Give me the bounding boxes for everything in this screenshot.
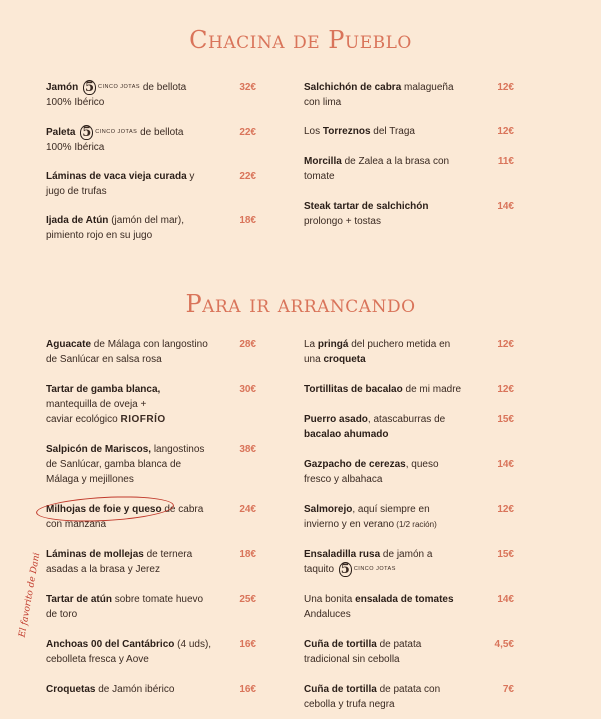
menu-item-description (304, 124, 486, 139)
menu-item-line (304, 126, 415, 137)
menu-item-line (46, 354, 162, 365)
menu-item-line (304, 504, 430, 515)
menu-item-price: 15€ (497, 414, 514, 425)
menu-item-line (46, 82, 186, 93)
menu-item (46, 213, 228, 243)
menu-item (46, 125, 228, 155)
menu-item-name: Morcilla (304, 156, 342, 167)
menu-item-detail: de Jamón ibérico (95, 684, 175, 695)
menu-item-line (46, 684, 174, 695)
menu-item-line (46, 339, 208, 350)
menu-item-detail: asadas a la brasa y Jerez (46, 564, 160, 575)
menu-item-description (304, 154, 486, 184)
menu-item-detail: 100% Ibérico (46, 97, 105, 109)
menu-item-name: ensalada de tomates (355, 594, 454, 605)
menu-item-detail: invierno y en verano (304, 519, 395, 530)
brand-name: CINCO JOTAS (95, 129, 138, 135)
menu-item-price: 11€ (497, 156, 514, 167)
menu-item-detail: mantequilla de oveja + (46, 399, 147, 410)
menu-item-price: 15€ (497, 549, 514, 560)
menu-item-description (46, 80, 228, 110)
menu-item-detail: (4 uds), (174, 639, 212, 650)
menu-item-price: 12€ (497, 504, 514, 515)
menu-item-price: 38€ (239, 444, 256, 455)
menu-item-price: 32€ (239, 82, 256, 93)
menu-item-description (304, 637, 486, 667)
menu-item-price: 16€ (239, 684, 256, 695)
menu-item-name: Anchoas 00 del Cantábrico (46, 639, 175, 650)
menu-item-detail: de cabra (161, 504, 204, 515)
menu-item-prefix: La (304, 339, 318, 350)
menu-item-line (304, 414, 445, 425)
brand-name: CINCO JOTAS (353, 566, 396, 572)
menu-item-description (46, 592, 228, 622)
menu-item-description (46, 337, 228, 367)
menu-item-price: 28€ (239, 339, 256, 350)
menu-item-description (46, 169, 228, 199)
menu-item-price: 12€ (497, 126, 514, 137)
menu-item-line (304, 384, 461, 395)
menu-item-line (304, 699, 395, 710)
menu-item-line (46, 230, 152, 241)
menu-item-detail: prolongo + tostas (304, 216, 381, 227)
menu-item-prefix: Los (304, 126, 323, 137)
riofrio-logo: RIOFRÍO (120, 414, 166, 425)
menu-item-name: Cuña de tortilla (304, 639, 377, 650)
menu-item-name: pringá (317, 339, 349, 350)
menu-item (304, 382, 486, 397)
menu-item-line (304, 519, 437, 530)
menu-item-detail: y (186, 171, 195, 182)
menu-item-name: Ijada de Atún (46, 215, 109, 226)
menu-item-name: Salpicón de Mariscos, (46, 444, 152, 455)
menu-item-highlight: croqueta (323, 354, 366, 365)
menu-item-line (46, 142, 104, 153)
menu-item-name: Tartar de atún (46, 594, 112, 605)
menu-item-line (46, 171, 194, 182)
menu-item-detail: de Zalea a la brasa con (341, 156, 450, 167)
menu-item-price: 14€ (497, 594, 514, 605)
menu-item (46, 337, 228, 367)
menu-item (46, 592, 228, 622)
menu-item-detail: sobre tomate huevo (111, 594, 204, 605)
menu-item-line (304, 639, 421, 650)
menu-item-name: Tortillitas de bacalao (304, 384, 403, 395)
menu-item-portion: (1/2 ración) (394, 520, 437, 529)
menu-item-line (46, 444, 204, 455)
menu-item-line (46, 186, 107, 197)
menu-item-detail: una (304, 354, 324, 365)
menu-item-line (304, 459, 439, 470)
menu-item-detail: de bellota (142, 82, 187, 94)
menu-item-line (304, 684, 440, 695)
menu-item (304, 637, 486, 667)
menu-item-description (46, 547, 228, 577)
menu-item-line (304, 429, 388, 440)
menu-item-name: Croquetas (46, 684, 96, 695)
menu-item-detail: del Traga (370, 126, 415, 137)
menu-item-price: 14€ (497, 459, 514, 470)
menu-item-line (304, 594, 454, 605)
menu-item-line (46, 414, 166, 425)
menu-item-line (46, 127, 183, 138)
menu-item-name: Jamón (46, 82, 79, 94)
menu-item-line (304, 564, 396, 575)
menu-item-detail: taquito (304, 564, 335, 576)
menu-item-line (304, 201, 429, 212)
menu-item-description (304, 592, 486, 622)
menu-item-description (46, 382, 228, 427)
cinco-jotas-icon: 5 (340, 562, 350, 577)
menu-item-detail: caviar ecológico (46, 414, 118, 425)
menu-item (46, 169, 228, 199)
menu-item-name: Aguacate (46, 339, 92, 350)
menu-item-description (46, 125, 228, 155)
menu-item-detail: de Málaga con langostino (91, 339, 208, 350)
menu-item-detail: de ternera (143, 549, 193, 560)
menu-item-detail: del puchero metida en (348, 339, 451, 350)
menu-item-line (46, 459, 181, 470)
brand-name: CINCO JOTAS (98, 84, 141, 90)
menu-item-line (46, 384, 160, 395)
menu-item (304, 502, 486, 532)
menu-item-description (46, 637, 228, 667)
menu-item-line (46, 97, 104, 108)
menu-item-name: Milhojas de foie y queso (46, 504, 162, 515)
menu-item-line (304, 339, 450, 350)
menu-item-description (46, 213, 228, 243)
menu-item-price: 24€ (239, 504, 256, 515)
menu-item-line (46, 549, 192, 560)
menu-item-price: 22€ (239, 127, 256, 138)
menu-item-detail: Málaga y mejillones (46, 474, 134, 485)
cinco-jotas-logo (337, 564, 396, 575)
menu-item-price: 12€ (497, 339, 514, 350)
menu-item-name: Tartar de gamba blanca, (46, 384, 161, 395)
menu-item (46, 442, 228, 487)
cinco-jotas-icon: 5 (82, 125, 92, 140)
menu-item-line (46, 564, 160, 575)
menu-item-price: 12€ (497, 384, 514, 395)
menu-item-description (304, 382, 486, 397)
menu-item-description (304, 682, 486, 712)
menu-item-detail: de toro (46, 609, 78, 620)
menu-item-name: Salchichón de cabra (304, 82, 402, 93)
menu-item-detail: de patata con (376, 684, 441, 695)
menu-item (304, 682, 486, 712)
menu-item-description (46, 682, 228, 697)
menu-item-name: Ensaladilla rusa (304, 549, 381, 560)
menu-item-detail: fresco y albahaca (304, 474, 383, 485)
menu-item-detail: jugo de trufas (46, 186, 107, 197)
menu-item (304, 412, 486, 442)
menu-item (46, 547, 228, 577)
menu-item-price: 18€ (239, 215, 256, 226)
menu-item-name: Gazpacho de cerezas (304, 459, 406, 470)
menu-item-name: Láminas de mollejas (46, 549, 144, 560)
menu-item-detail: , queso (405, 459, 439, 470)
section-title-chacina: Chacina de Pueblo (189, 26, 412, 54)
menu-item-line (46, 215, 184, 226)
menu-item-line (304, 354, 366, 365)
menu-item-detail: tomate (304, 171, 335, 182)
menu-item (304, 154, 486, 184)
menu-item-detail: malagueña (401, 82, 454, 93)
menu-item-line (46, 639, 211, 650)
menu-item-description (46, 442, 228, 487)
menu-item-detail: cebolleta fresca y Aove (46, 654, 149, 665)
menu-item (46, 682, 228, 697)
menu-item-detail: de jamón a (380, 549, 433, 560)
menu-item (304, 457, 486, 487)
menu-item (304, 124, 486, 139)
menu-item-detail: con manzana (46, 519, 107, 530)
menu-item-detail: cebolla y trufa negra (304, 699, 395, 710)
menu-item-description (304, 412, 486, 442)
menu-item-description (304, 199, 486, 229)
menu-item-description (304, 457, 486, 487)
menu-item-detail: de patata (376, 639, 422, 650)
menu-item-price: 18€ (239, 549, 256, 560)
menu-item-detail: Andaluces (304, 609, 351, 620)
menu-item-line (46, 594, 203, 605)
menu-item-line (46, 474, 134, 485)
menu-item-detail: con lima (304, 97, 342, 108)
cinco-jotas-logo (78, 127, 137, 138)
menu-item-price: 7€ (502, 684, 514, 695)
menu-item-price: 14€ (497, 201, 514, 212)
menu-item-description (304, 547, 486, 577)
menu-item-name: Láminas de vaca vieja curada (46, 171, 187, 182)
menu-item (304, 199, 486, 229)
menu-item-name: Salmorejo (304, 504, 353, 515)
cinco-jotas-logo (81, 82, 140, 93)
menu-item (304, 337, 486, 367)
menu-item-line (46, 399, 146, 410)
menu-item-price: 16€ (239, 639, 256, 650)
menu-item-price: 30€ (239, 384, 256, 395)
menu-item (304, 80, 486, 110)
menu-item-detail: , atascaburras de (367, 414, 446, 425)
menu-item-description (304, 80, 486, 110)
menu-item-line (46, 609, 77, 620)
menu-item-price: 4,5€ (494, 639, 514, 650)
menu-item-detail: 100% Ibérica (46, 142, 105, 154)
menu-item (304, 592, 486, 622)
menu-item-line (304, 156, 449, 167)
menu-item-description (304, 337, 486, 367)
menu-item (46, 80, 228, 110)
menu-item-detail: pimiento rojo en su jugo (46, 230, 153, 241)
menu-item-detail: de Sanlúcar, gamba blanca de (46, 459, 182, 470)
menu-item-line (304, 216, 381, 227)
menu-item-prefix: Una bonita (304, 594, 356, 605)
menu-item-description (304, 502, 486, 532)
menu-item-name: Torreznos (322, 126, 371, 137)
menu-item-line (304, 97, 341, 108)
cinco-jotas-icon: 5 (84, 80, 95, 95)
menu-item-detail: de bellota (140, 127, 184, 139)
menu-item-line (304, 549, 432, 560)
menu-item-detail: de Sanlúcar en salsa rosa (46, 354, 162, 365)
menu-item-detail: , aquí siempre en (352, 504, 430, 515)
menu-item-detail: de mi madre (402, 384, 462, 395)
favorite-side-note: El favorito de Dani (17, 551, 43, 639)
menu-item-line (304, 474, 382, 485)
menu-item-line (46, 654, 149, 665)
menu-item-line (304, 654, 400, 665)
section-title-arrancando: Para ir arrancando (185, 290, 416, 318)
menu-item-price: 12€ (497, 82, 514, 93)
menu-item-detail: (jamón del mar), (108, 215, 184, 226)
menu-item-name: Cuña de tortilla (304, 684, 377, 695)
menu-item-line (304, 609, 351, 620)
menu-item-line (304, 171, 335, 182)
menu-item-name: Puerro asado (304, 414, 368, 425)
menu-item (46, 637, 228, 667)
menu-item-detail: tradicional sin cebolla (304, 654, 400, 665)
menu-item-name: Steak tartar de salchichón (304, 201, 429, 212)
menu-item (46, 382, 228, 427)
menu-item-line (304, 82, 454, 93)
menu-item-name: Paleta (46, 127, 76, 139)
menu-item (304, 547, 486, 577)
menu-item-highlight: bacalao ahumado (304, 429, 389, 440)
menu-item-price: 25€ (239, 594, 256, 605)
menu-item-detail: langostinos (151, 444, 205, 455)
menu-item-price: 22€ (239, 171, 256, 182)
